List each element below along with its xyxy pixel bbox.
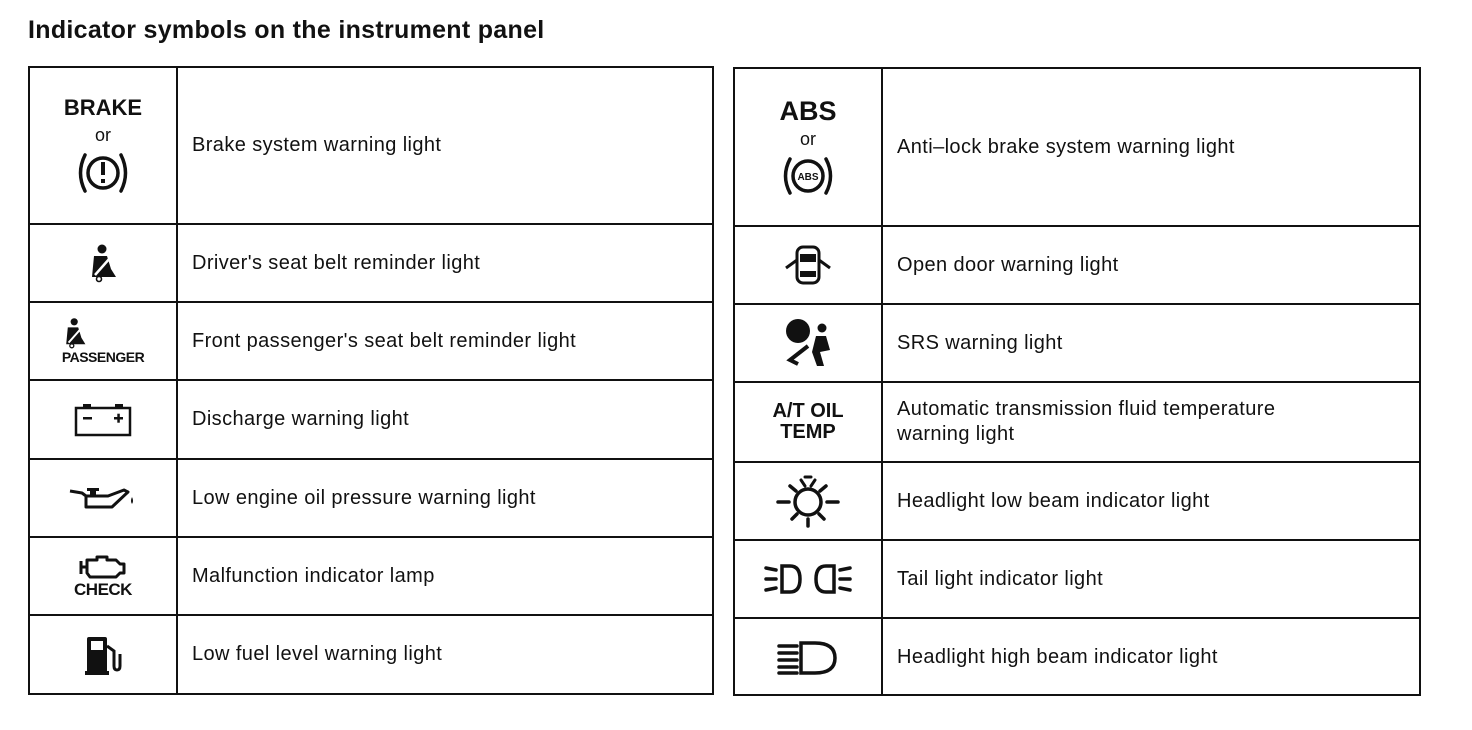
right-indicator-table xyxy=(733,67,1421,696)
symbol-cell xyxy=(735,383,883,461)
symbol-cell xyxy=(735,305,883,381)
symbol-cell xyxy=(30,381,178,458)
symbol-cell xyxy=(735,69,883,225)
brake-warning-icon xyxy=(73,150,133,196)
row-description: Anti–lock brake system warning light xyxy=(897,135,1235,158)
table-row xyxy=(30,538,712,616)
srs-airbag-icon xyxy=(778,316,838,370)
brake-label: BRAKE xyxy=(63,95,143,120)
table-row xyxy=(30,616,712,693)
table-row xyxy=(735,69,1419,227)
symbol-cell xyxy=(30,68,178,223)
abs-label: ABS xyxy=(779,96,837,126)
row-description: SRS warning light xyxy=(897,331,1063,354)
row-description: Open door warning light xyxy=(897,253,1119,276)
row-description: Low engine oil pressure warning light xyxy=(192,486,536,509)
seat-belt-icon xyxy=(58,317,92,349)
table-row xyxy=(735,541,1419,619)
table-row xyxy=(735,619,1419,696)
symbol-cell xyxy=(30,303,178,379)
table-row xyxy=(735,463,1419,541)
open-door-icon xyxy=(781,244,835,286)
abs-circle-icon xyxy=(778,154,838,198)
table-row xyxy=(30,460,712,538)
or-label: or xyxy=(94,125,111,145)
battery-icon xyxy=(73,402,133,438)
abs-icon-text: ABS xyxy=(797,172,819,183)
tail-light-icon xyxy=(762,558,854,600)
symbol-cell xyxy=(30,538,178,614)
row-description: Driver's seat belt reminder light xyxy=(192,251,481,274)
check-caption: CHECK xyxy=(74,580,132,599)
row-description: Front passenger's seat belt reminder light xyxy=(192,329,577,352)
left-indicator-table xyxy=(28,66,714,695)
symbol-cell xyxy=(735,541,883,617)
passenger-caption: PASSENGER xyxy=(61,349,145,365)
oil-can-icon xyxy=(68,483,138,513)
table-row xyxy=(30,381,712,460)
symbol-cell xyxy=(735,463,883,539)
row-description xyxy=(883,383,1419,461)
symbol-cell xyxy=(735,619,883,696)
row-description: Malfunction indicator lamp xyxy=(192,564,435,587)
table-row xyxy=(30,303,712,381)
symbol-cell xyxy=(30,460,178,536)
high-beam-icon xyxy=(775,639,841,677)
table-row xyxy=(735,227,1419,305)
row-description: Headlight low beam indicator light xyxy=(897,489,1210,512)
low-beam-icon xyxy=(774,472,842,530)
row-description: Low fuel level warning light xyxy=(192,643,443,665)
symbol-cell xyxy=(30,616,178,693)
row-description: Headlight high beam indicator light xyxy=(897,646,1218,668)
table-row xyxy=(30,225,712,303)
engine-icon xyxy=(78,554,128,580)
symbol-cell xyxy=(735,227,883,303)
row-description: Tail light indicator light xyxy=(897,567,1104,590)
seat-belt-icon xyxy=(83,243,123,283)
table-row xyxy=(30,68,712,225)
page-title: Indicator symbols on the instrument panel xyxy=(28,16,545,44)
fuel-pump-icon xyxy=(83,634,123,676)
or-label: or xyxy=(799,129,816,149)
description-line-2: warning light xyxy=(897,423,1015,445)
symbol-cell xyxy=(30,225,178,301)
table-row xyxy=(735,383,1419,463)
description-line-1: Automatic transmission fluid temperature xyxy=(897,398,1276,420)
at-oil-label: A/T OIL xyxy=(772,400,844,422)
table-row xyxy=(735,305,1419,383)
row-description: Brake system warning light xyxy=(192,134,442,156)
row-description: Discharge warning light xyxy=(192,408,410,430)
temp-label: TEMP xyxy=(780,421,836,443)
